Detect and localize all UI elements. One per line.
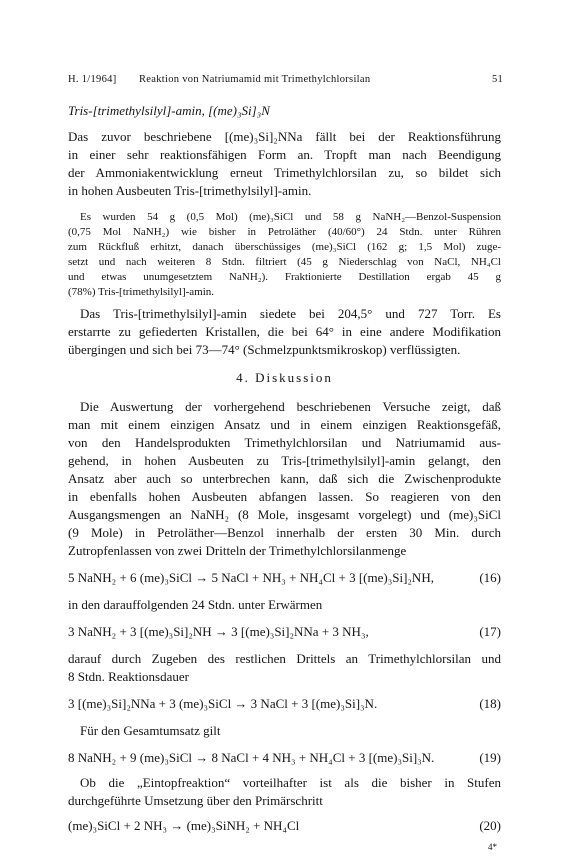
- paragraph-line: darauf durch Zugeben des restlichen Drittels an Trimethylchlorsilan und: [68, 651, 501, 666]
- paragraph-line: gehend, in hohen Ausbeuten zu Tris-[trimethylsilyl]-amin gelangt, den: [68, 453, 501, 468]
- section-title: Tris-[trimethylsilyl]-amin, [(me)₃Si]₃N: [68, 103, 270, 118]
- running-header-title: Reaktion von Natriumamid mit Trimethylchlorsilan: [139, 74, 371, 85]
- paragraph-line: durchgeführte Umsetzung über den Primärschritt: [68, 793, 323, 808]
- equation-16: 5 NaNH₂ + 6 (me)₃SiCl → 5 NaCl + NH₃ + NH₄Cl + 3 [(me)₃Si]₂NH,: [68, 570, 434, 585]
- paragraph-line: Ob die „Eintopfreaktion“ vorteilhafter ist als die bisher in Stufen: [80, 775, 501, 790]
- equation-number: (19): [479, 750, 501, 765]
- equation-number: (20): [479, 818, 501, 833]
- running-header-left: H. 1/1964]: [68, 74, 117, 85]
- paragraph-line: Das Tris-[trimethylsilyl]-amin siedete bei 204,5° und 727 Torr. Es: [80, 306, 501, 321]
- page-number: 51: [492, 74, 504, 85]
- experimental-line: Es wurden 54 g (0,5 Mol) (me)₃SiCl und 58 g NaNH₂—Benzol-Suspension: [80, 211, 501, 223]
- equation-20: (me)₃SiCl + 2 NH₃ → (me)₃SiNH₂ + NH₄Cl: [68, 818, 300, 833]
- signature-mark: 4*: [488, 842, 497, 852]
- experimental-line: (0,75 Mol NaNH₂) wie bisher in Petroläther (40/60°) 24 Stdn. unter Rühren: [68, 226, 501, 238]
- paragraph-line: Ansatz aber auch so unterbrechen kann, daß sich die Zwischenprodukte: [68, 471, 501, 486]
- paragraph-line: übergingen und sich bei 73—74° (Schmelzpunktsmikroskop) verflüssigten.: [68, 342, 461, 357]
- paragraph-line: Ausgangsmengen an NaNH₂ (8 Mole, insgesamt vorgelegt) und (me)₃SiCl: [68, 507, 501, 522]
- paragraph-line: in hohen Ausbeuten Tris-[trimethylsilyl]-amin.: [68, 183, 312, 198]
- paragraph-line: in den darauffolgenden 24 Stdn. unter Erwärmen: [68, 597, 323, 612]
- paragraph-line: Zutropfenlassen von zwei Dritteln der Trimethylchlorsilanmenge: [68, 543, 407, 558]
- section-heading: 4. Diskussion: [236, 370, 333, 385]
- equation-number: (17): [479, 624, 501, 639]
- equation-number: (18): [479, 696, 501, 711]
- equation-18: 3 [(me)₃Si]₂NNa + 3 (me)₃SiCl → 3 NaCl + 3 [(me)₃Si]₃N.: [68, 696, 378, 711]
- paragraph-line: man mit einem einzigen Ansatz und in einem einzigen Reaktionsgefäß,: [68, 417, 501, 432]
- paragraph-line: (9 Mole) in Petroläther—Benzol innerhalb der ersten 30 Min. durch: [68, 525, 501, 540]
- paragraph-line: Für den Gesamtumsatz gilt: [80, 723, 221, 738]
- paragraph-line: Die Auswertung der vorhergehend beschriebenen Versuche zeigt, daß: [80, 399, 501, 414]
- paragraph-line: erstarrte zu gefiederten Kristallen, die bei 64° in eine andere Modifikation: [68, 324, 501, 339]
- paragraph-line: von den Handelsprodukten Trimethylchlorsilan und Natriumamid aus-: [68, 435, 501, 450]
- paragraph-line: 8 Stdn. Reaktionsdauer: [68, 669, 189, 684]
- paragraph-line: der Ammoniakentwicklung erneut Trimethylchlorsilan zu, so bildet sich: [68, 165, 501, 180]
- equation-number: (16): [479, 570, 501, 585]
- experimental-line: zum Rückfluß erhitzt, danach überschüssiges (me)₃SiCl (162 g; 1,5 Mol) zuge-: [68, 241, 501, 253]
- equation-19: 8 NaNH₂ + 9 (me)₃SiCl → 8 NaCl + 4 NH₃ + NH₄Cl + 3 [(me)₃Si]₃N.: [68, 750, 435, 765]
- experimental-line: und etwas unumgesetztem NaNH₂). Fraktionierte Destillation ergab 45 g: [68, 271, 501, 283]
- experimental-line: (78%) Tris-[trimethylsilyl]-amin.: [68, 286, 215, 298]
- paragraph-line: Das zuvor beschriebene [(me)₃Si]₂NNa fällt bei der Reaktionsführung: [68, 129, 501, 144]
- paragraph-line: in ebenfalls hohen Ausbeuten abfangen lassen. So reagieren von den: [68, 489, 501, 504]
- paragraph-line: in einer sehr reaktionsfähigen Form an. Tropft man nach Beendigung: [68, 147, 501, 162]
- experimental-line: setzt und nach weiteren 8 Stdn. filtriert (45 g Niederschlag von NaCl, NH₄Cl: [68, 256, 501, 268]
- equation-17: 3 NaNH₂ + 3 [(me)₃Si]₂NH → 3 [(me)₃Si]₂NNa + 3 NH₃,: [68, 624, 369, 639]
